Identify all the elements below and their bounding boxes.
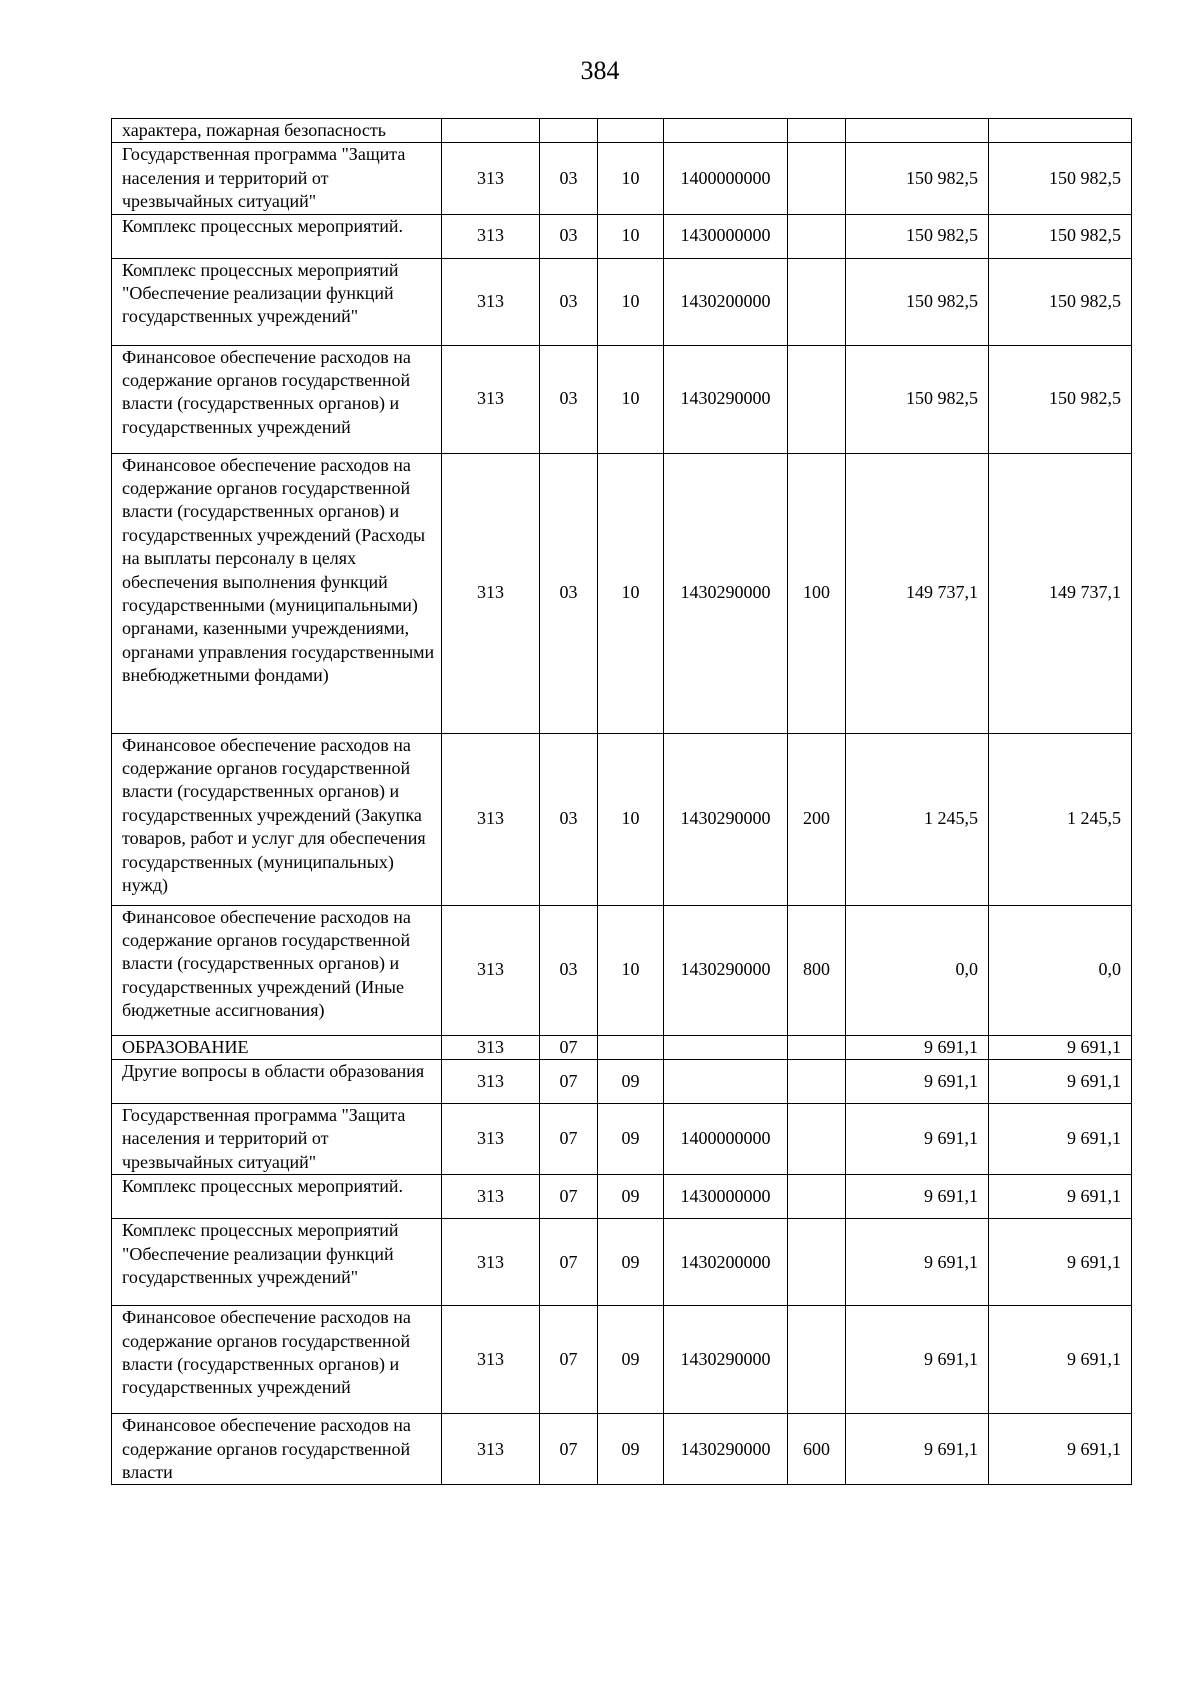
cell-section: 03	[540, 258, 598, 345]
cell-name: Финансовое обеспечение расходов на содержание органов государственной власти	[112, 1414, 442, 1485]
cell-expense-type: 100	[788, 453, 846, 733]
cell-amount-1: 9 691,1	[846, 1219, 989, 1306]
cell-expense-type	[788, 1219, 846, 1306]
cell-amount-2: 0,0	[989, 905, 1132, 1035]
cell-name: Другие вопросы в области образования	[112, 1060, 442, 1104]
budget-table	[111, 118, 1132, 1485]
cell-target-article: 1430200000	[664, 1219, 788, 1306]
cell-grbs: 313	[442, 1060, 540, 1104]
cell-section: 03	[540, 214, 598, 258]
cell-grbs: 313	[442, 214, 540, 258]
table-row	[112, 143, 1132, 214]
cell-expense-type: 600	[788, 1414, 846, 1485]
cell-amount-1: 150 982,5	[846, 345, 989, 453]
cell-grbs: 313	[442, 1414, 540, 1485]
cell-section: 07	[540, 1060, 598, 1104]
cell-subsection: 10	[598, 345, 664, 453]
cell-subsection: 09	[598, 1414, 664, 1485]
cell-name: ОБРАЗОВАНИЕ	[112, 1035, 442, 1059]
cell-grbs: 313	[442, 1104, 540, 1175]
cell-grbs: 313	[442, 345, 540, 453]
cell-name: характера, пожарная безопасность	[112, 119, 442, 143]
cell-section: 07	[540, 1175, 598, 1219]
table-row	[112, 258, 1132, 345]
cell-amount-2: 9 691,1	[989, 1060, 1132, 1104]
cell-subsection: 10	[598, 453, 664, 733]
cell-expense-type	[788, 119, 846, 143]
cell-expense-type: 200	[788, 733, 846, 905]
cell-name: Государственная программа "Защита населения и территорий от чрезвычайных ситуаций"	[112, 143, 442, 214]
cell-expense-type	[788, 1306, 846, 1414]
table-row	[112, 1060, 1132, 1104]
cell-expense-type	[788, 214, 846, 258]
cell-name: Финансовое обеспечение расходов на содержание органов государственной власти (государственных органов) и государственных учреждений	[112, 345, 442, 453]
cell-grbs: 313	[442, 258, 540, 345]
cell-target-article: 1400000000	[664, 1104, 788, 1175]
cell-target-article	[664, 119, 788, 143]
cell-target-article: 1430000000	[664, 1175, 788, 1219]
cell-amount-1	[846, 119, 989, 143]
cell-amount-2: 9 691,1	[989, 1035, 1132, 1059]
cell-amount-2: 9 691,1	[989, 1175, 1132, 1219]
cell-amount-2: 150 982,5	[989, 258, 1132, 345]
table-row	[112, 453, 1132, 733]
cell-expense-type	[788, 1104, 846, 1175]
cell-grbs	[442, 119, 540, 143]
cell-subsection: 10	[598, 143, 664, 214]
cell-subsection: 10	[598, 258, 664, 345]
table-row	[112, 1219, 1132, 1306]
cell-name: Комплекс процессных мероприятий "Обеспечение реализации функций государственных учреждений"	[112, 1219, 442, 1306]
cell-amount-1: 9 691,1	[846, 1414, 989, 1485]
cell-amount-2: 9 691,1	[989, 1219, 1132, 1306]
cell-subsection: 09	[598, 1104, 664, 1175]
cell-subsection: 09	[598, 1175, 664, 1219]
cell-grbs: 313	[442, 453, 540, 733]
cell-amount-1: 149 737,1	[846, 453, 989, 733]
table-row	[112, 214, 1132, 258]
cell-amount-1: 9 691,1	[846, 1306, 989, 1414]
cell-section: 07	[540, 1104, 598, 1175]
cell-amount-2: 150 982,5	[989, 345, 1132, 453]
cell-target-article: 1430290000	[664, 345, 788, 453]
budget-table-body	[112, 119, 1132, 1485]
cell-expense-type	[788, 1060, 846, 1104]
cell-subsection	[598, 1035, 664, 1059]
cell-amount-1: 9 691,1	[846, 1035, 989, 1059]
cell-subsection	[598, 119, 664, 143]
cell-amount-1: 150 982,5	[846, 258, 989, 345]
cell-section: 03	[540, 733, 598, 905]
cell-subsection: 10	[598, 214, 664, 258]
cell-section: 03	[540, 143, 598, 214]
cell-name: Комплекс процессных мероприятий.	[112, 1175, 442, 1219]
cell-amount-2: 9 691,1	[989, 1414, 1132, 1485]
cell-section: 07	[540, 1414, 598, 1485]
cell-section: 07	[540, 1306, 598, 1414]
cell-amount-2: 149 737,1	[989, 453, 1132, 733]
cell-amount-2: 150 982,5	[989, 143, 1132, 214]
cell-amount-1: 150 982,5	[846, 143, 989, 214]
cell-amount-1: 1 245,5	[846, 733, 989, 905]
cell-section: 07	[540, 1035, 598, 1059]
table-row	[112, 733, 1132, 905]
table-row	[112, 345, 1132, 453]
table-row	[112, 1104, 1132, 1175]
cell-target-article	[664, 1060, 788, 1104]
cell-target-article: 1430290000	[664, 905, 788, 1035]
cell-name: Государственная программа "Защита населения и территорий от чрезвычайных ситуаций"	[112, 1104, 442, 1175]
cell-grbs: 313	[442, 1035, 540, 1059]
cell-amount-1: 150 982,5	[846, 214, 989, 258]
cell-amount-1: 0,0	[846, 905, 989, 1035]
table-row	[112, 905, 1132, 1035]
cell-grbs: 313	[442, 143, 540, 214]
cell-amount-2: 9 691,1	[989, 1104, 1132, 1175]
cell-expense-type	[788, 345, 846, 453]
cell-section	[540, 119, 598, 143]
table-row	[112, 119, 1132, 143]
cell-expense-type	[788, 1175, 846, 1219]
cell-expense-type	[788, 258, 846, 345]
cell-amount-2: 1 245,5	[989, 733, 1132, 905]
cell-subsection: 10	[598, 905, 664, 1035]
cell-expense-type	[788, 1035, 846, 1059]
table-row	[112, 1175, 1132, 1219]
table-row	[112, 1035, 1132, 1059]
cell-name: Комплекс процессных мероприятий "Обеспечение реализации функций государственных учреждений"	[112, 258, 442, 345]
cell-section: 03	[540, 453, 598, 733]
cell-target-article	[664, 1035, 788, 1059]
cell-amount-1: 9 691,1	[846, 1060, 989, 1104]
cell-section: 03	[540, 905, 598, 1035]
cell-target-article: 1430290000	[664, 1414, 788, 1485]
cell-target-article: 1430290000	[664, 453, 788, 733]
cell-grbs: 313	[442, 1219, 540, 1306]
cell-subsection: 09	[598, 1306, 664, 1414]
cell-section: 03	[540, 345, 598, 453]
cell-target-article: 1430290000	[664, 733, 788, 905]
cell-name: Финансовое обеспечение расходов на содержание органов государственной власти (государственных органов) и государственных учреждений (Расходы на выплаты персоналу в целях обеспечения выполнения функций государственными (муниципальными) органами, казенными учреждениями, органами управления государственными внебюджетными фондами)	[112, 453, 442, 733]
cell-target-article: 1430000000	[664, 214, 788, 258]
cell-name: Комплекс процессных мероприятий.	[112, 214, 442, 258]
table-row	[112, 1414, 1132, 1485]
cell-name: Финансовое обеспечение расходов на содержание органов государственной власти (государственных органов) и государственных учреждений	[112, 1306, 442, 1414]
cell-name: Финансовое обеспечение расходов на содержание органов государственной власти (государственных органов) и государственных учреждений (Закупка товаров, работ и услуг для обеспечения государственных (муниципальных) нужд)	[112, 733, 442, 905]
cell-grbs: 313	[442, 1306, 540, 1414]
cell-subsection: 09	[598, 1219, 664, 1306]
cell-subsection: 09	[598, 1060, 664, 1104]
table-row	[112, 1306, 1132, 1414]
cell-target-article: 1430290000	[664, 1306, 788, 1414]
cell-amount-2: 150 982,5	[989, 214, 1132, 258]
cell-expense-type	[788, 143, 846, 214]
cell-amount-2	[989, 119, 1132, 143]
cell-section: 07	[540, 1219, 598, 1306]
cell-grbs: 313	[442, 733, 540, 905]
cell-amount-1: 9 691,1	[846, 1175, 989, 1219]
cell-grbs: 313	[442, 905, 540, 1035]
cell-target-article: 1400000000	[664, 143, 788, 214]
cell-subsection: 10	[598, 733, 664, 905]
cell-amount-1: 9 691,1	[846, 1104, 989, 1175]
cell-expense-type: 800	[788, 905, 846, 1035]
cell-grbs: 313	[442, 1175, 540, 1219]
cell-name: Финансовое обеспечение расходов на содержание органов государственной власти (государственных органов) и государственных учреждений (Иные бюджетные ассигнования)	[112, 905, 442, 1035]
cell-target-article: 1430200000	[664, 258, 788, 345]
cell-amount-2: 9 691,1	[989, 1306, 1132, 1414]
page-number: 384	[580, 56, 620, 85]
